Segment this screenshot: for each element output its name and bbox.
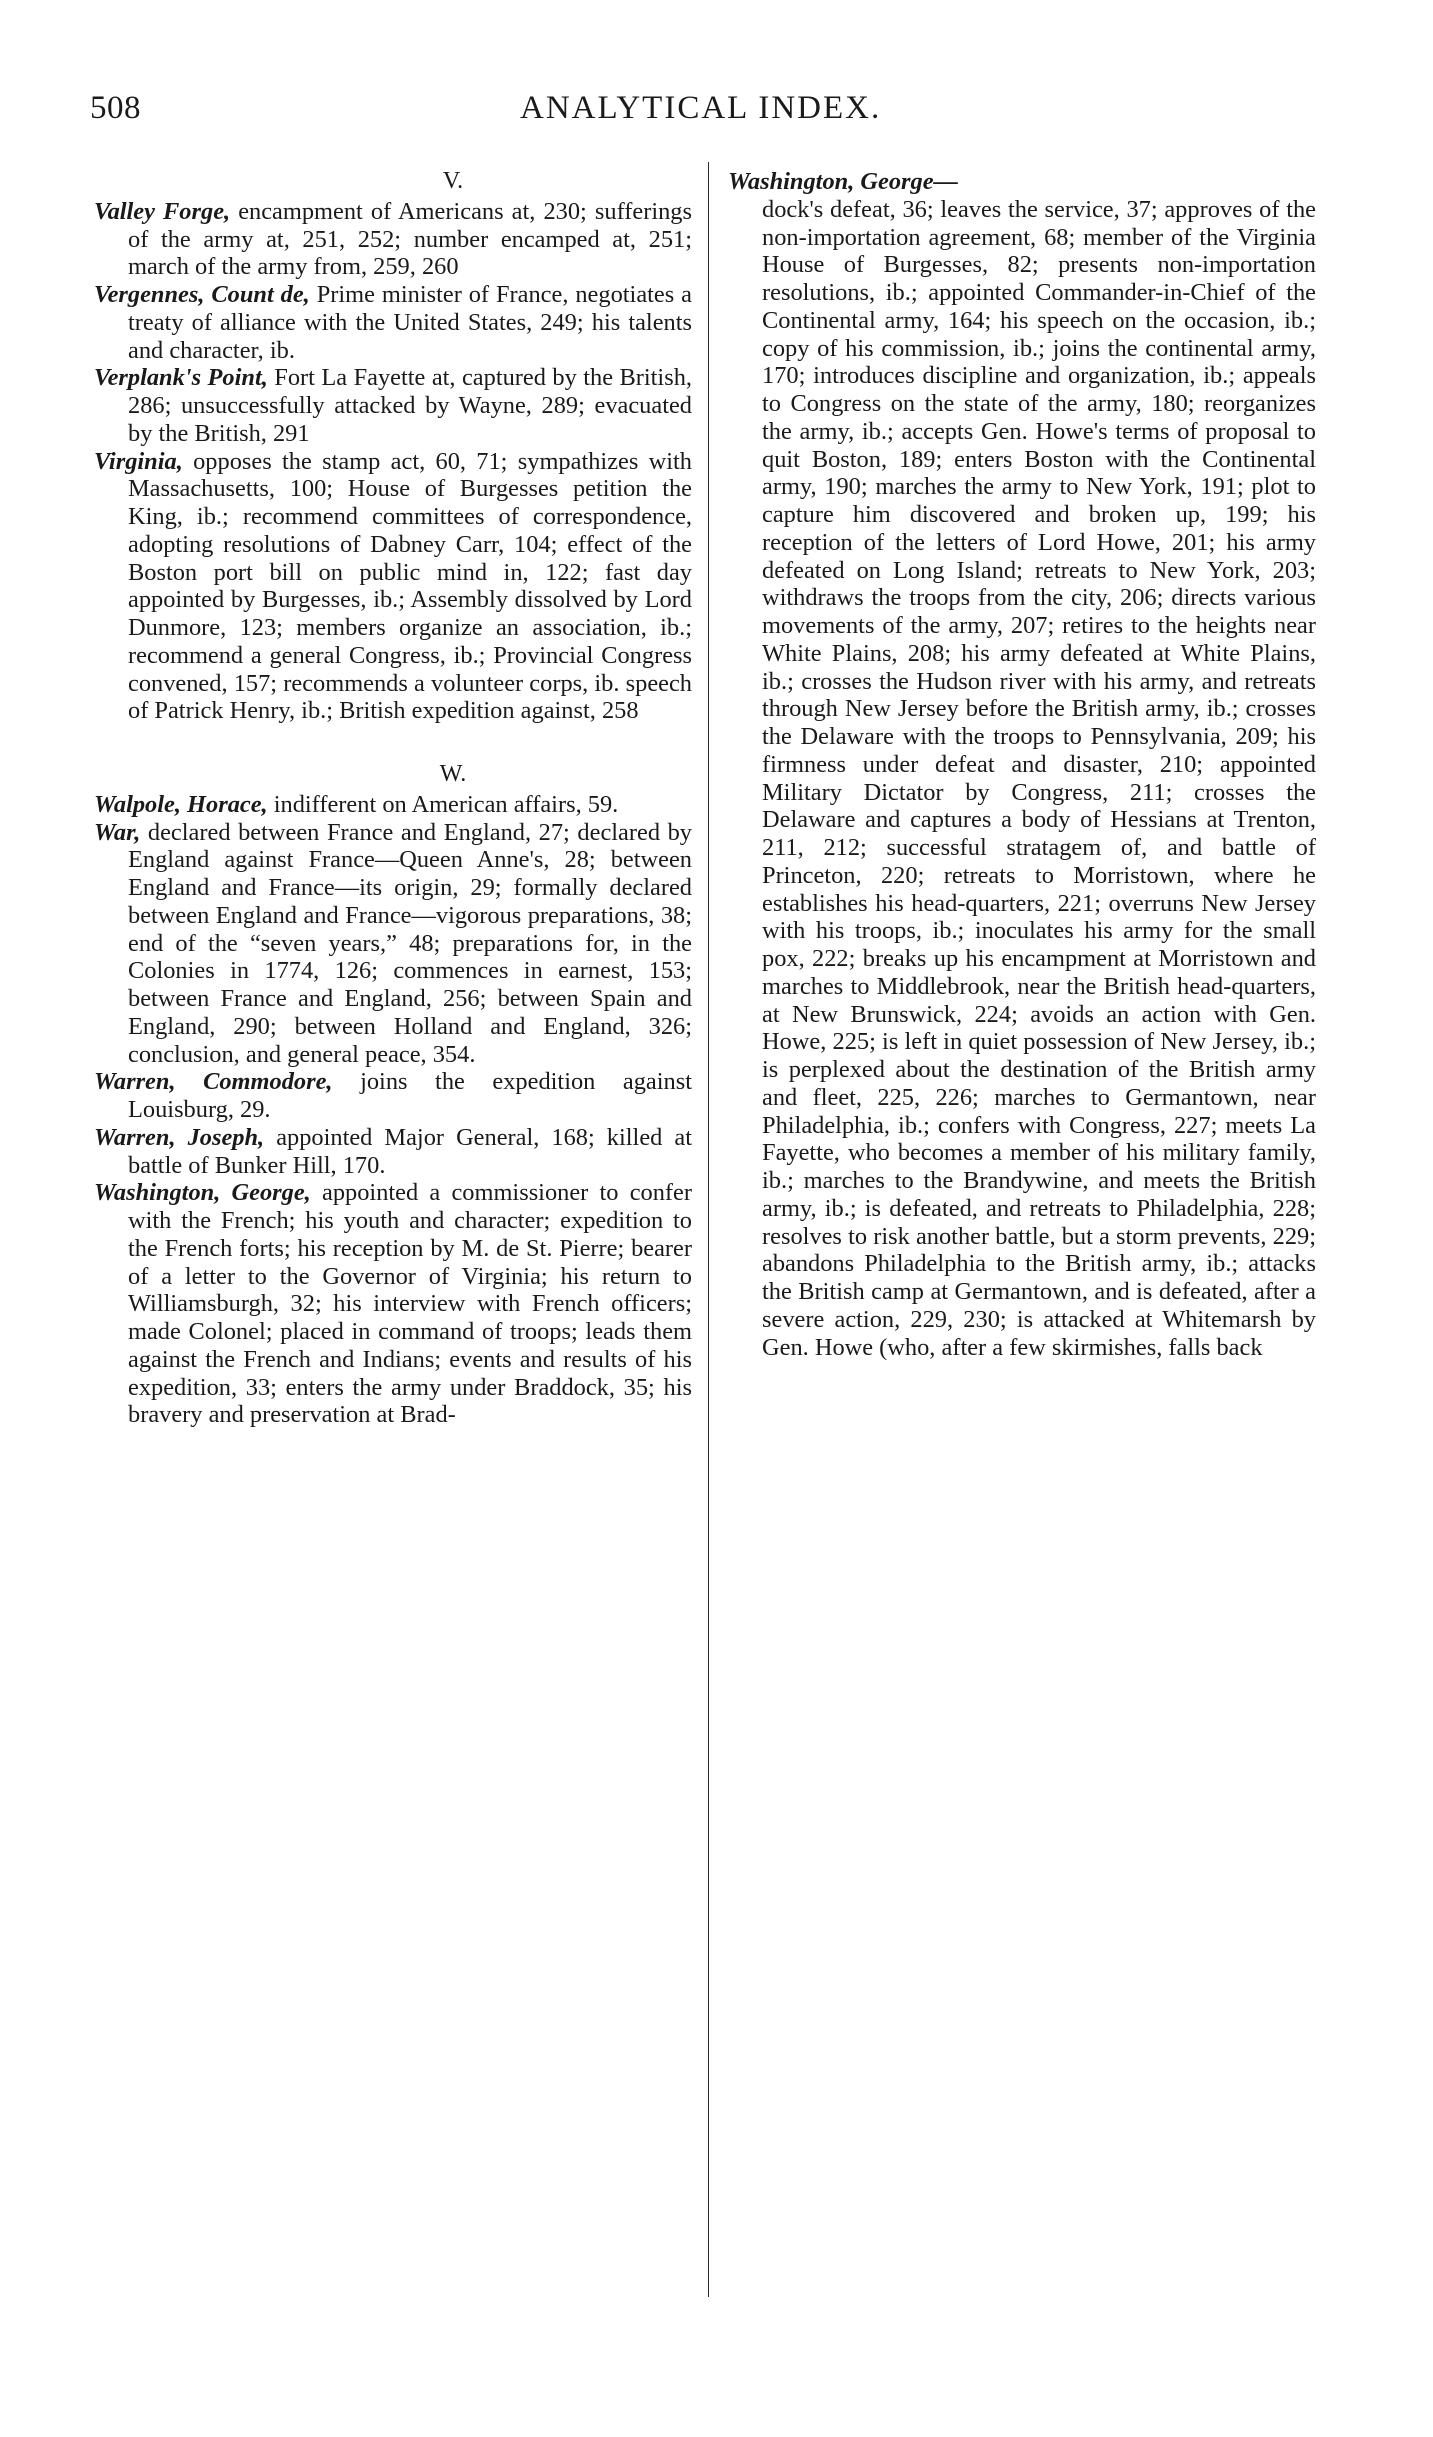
entry-heading: Vergennes, Count de, (94, 281, 310, 308)
index-entry-war (94, 819, 692, 1069)
entry-heading: Washington, George— (728, 168, 958, 195)
entry-heading: War, (94, 818, 141, 846)
index-entry-warren-joseph (94, 1124, 692, 1180)
entry-text: declared between France and England, 27; declared by England against France—Queen Anne's, 28; between England and France—its origin, 29; formally declared between England and France—vigorous preparations, 38; end of the “seven years,” 48; preparations for, in the Colonies in 1774, 126; commences in earnest, 153; between France and England, 256; between Spain and England, 290; between Holland and England, 326; conclusion, and general peace, 354. (128, 818, 692, 1068)
index-entry-walpole (94, 791, 692, 819)
left-column (94, 168, 692, 1429)
entry-text: indifferent on American affairs, 59. (267, 790, 619, 818)
entry-text: joins the expedition against Louisburg, 29. (128, 1068, 692, 1123)
section-letter-w: W. (439, 761, 467, 787)
section-letter-v: V. (442, 168, 464, 194)
index-entry-vergennes (94, 281, 692, 364)
column-divider (708, 162, 709, 2297)
entry-text: appointed a commissioner to confer with the French; his youth and character; expedition to the French forts; his reception by M. de St. Pierre; bearer of a letter to the Governor of Virginia; his return to Williamsburgh, 32; his interview with French officers; made Colonel; placed in command of troops; leads them against the French and Indians; events and results of his expedition, 33; enters the army under Braddock, 35; his bravery and preservation at Brad- (128, 1179, 692, 1429)
index-entry-warren-commodore (94, 1068, 692, 1124)
entry-heading: Washington, George, (94, 1179, 311, 1207)
entry-heading: Verplank's Point, (94, 364, 268, 392)
entry-text: encampment of Americans at, 230; sufferings of the army at, 251, 252; number encamped at, 251; march of the army from, 259, 260 (128, 197, 692, 281)
entry-text: Prime minister of France, negotiates a treaty of alliance with the United States, 249; his talents and character, ib. (128, 281, 692, 364)
entry-heading: Virginia, (94, 447, 183, 475)
entry-text: appointed Major General, 168; killed at battle of Bunker Hill, 170. (128, 1123, 692, 1179)
index-entry-washington (94, 1179, 692, 1429)
entry-heading: Walpole, Horace, (94, 790, 268, 818)
entry-heading: Warren, Commodore, (94, 1068, 333, 1096)
entry-text: opposes the stamp act, 60, 71; sympathizes with Massachusetts, 100; House of Burgesses petition the King, ib.; recommend committees of correspondence, adopting resolutions of Dabney Carr, 104; effect of the Boston port bill on public mind in, 122; fast day appointed by Burgesses, ib.; Assembly dissolved by Lord Dunmore, 123; members organize an association, ib.; recommend a general Congress, ib.; Provincial Congress convened, 157; recommends a volunteer corps, ib. speech of Patrick Henry, ib.; British expedition against, 258 (128, 447, 692, 725)
index-entry-virginia (94, 448, 692, 726)
right-column (728, 168, 1316, 1361)
entry-text: Fort La Fayette at, captured by the British, 286; unsuccessfully attacked by Wayne, 289; evacuated by the British, 291 (128, 364, 692, 447)
continued-entry-text: dock's defeat, 36; leaves the service, 37; approves of the non-importation agreement, 68; member of the Virginia House of Burgesses, 82; presents non-importation resolutions, ib.; appointed Commander-in-Chief of the Continental army, 164; his speech on the occasion, ib.; copy of his commission, ib.; joins the continental army, 170; introduces discipline and organization, ib.; appeals to Congress on the state of the army, 180; reorganizes the army, ib.; accepts Gen. Howe's terms of proposal to quit Boston, 189; enters Boston with the Continental army, 190; marches the army to New York, 191; plot to capture him discovered and broken up, 199; his reception of the letters of Lord Howe, 201; his army defeated on Long Island; retreats to New York, 203; withdraws the troops from the city, 206; directs various movements of the army, 207; retires to the heights near White Plains, 208; his army defeated at White Plains, ib.; crosses the Hudson river with his army, and retreats through New Jersey before the British army, ib.; crosses the Delaware with the troops to Pennsylvania, 209; his firmness under defeat and disaster, 210; appointed Military Dictator by Congress, 211; crosses the Delaware and captures a body of Hessians at Trenton, 211, 212; successful stratagem of, and battle of Princeton, 220; retreats to Morristown, where he establishes his head-quarters, 221; overruns New Jersey with his troops, ib.; inoculates his army for the small pox, 222; breaks up his encampment at Morristown and marches to Middlebrook, near the British head-quarters, at New Brunswick, 224; avoids an action with Gen. Howe, 225; is left in quiet possession of New Jersey, ib.; is perplexed about the destination of the British army and fleet, 225, 226; marches to Germantown, near Philadelphia, ib.; confers with Congress, 227; meets La Fayette, who becomes a member of his military family, ib.; marches to the Brandywine, and meets the British army, ib.; is defeated, and retreats to Philadelphia, 228; resolves to risk another battle, but a storm prevents, 229; abandons Philadelphia to the British army, ib.; attacks the British camp at Germantown, and is defeated, after a severe action, 229, 230; is attacked at Whitemarsh by Gen. Howe (who, after a few skirmishes, falls back (762, 195, 1316, 1361)
continued-entry-heading (728, 168, 1316, 196)
index-entry-verplanks-point (94, 364, 692, 447)
entry-heading: Valley Forge, (94, 197, 231, 225)
entry-heading: Warren, Joseph, (94, 1123, 265, 1151)
running-head: ANALYTICAL INDEX. (520, 90, 882, 126)
page-number: 508 (90, 90, 141, 126)
index-entry-valley-forge (94, 198, 692, 281)
